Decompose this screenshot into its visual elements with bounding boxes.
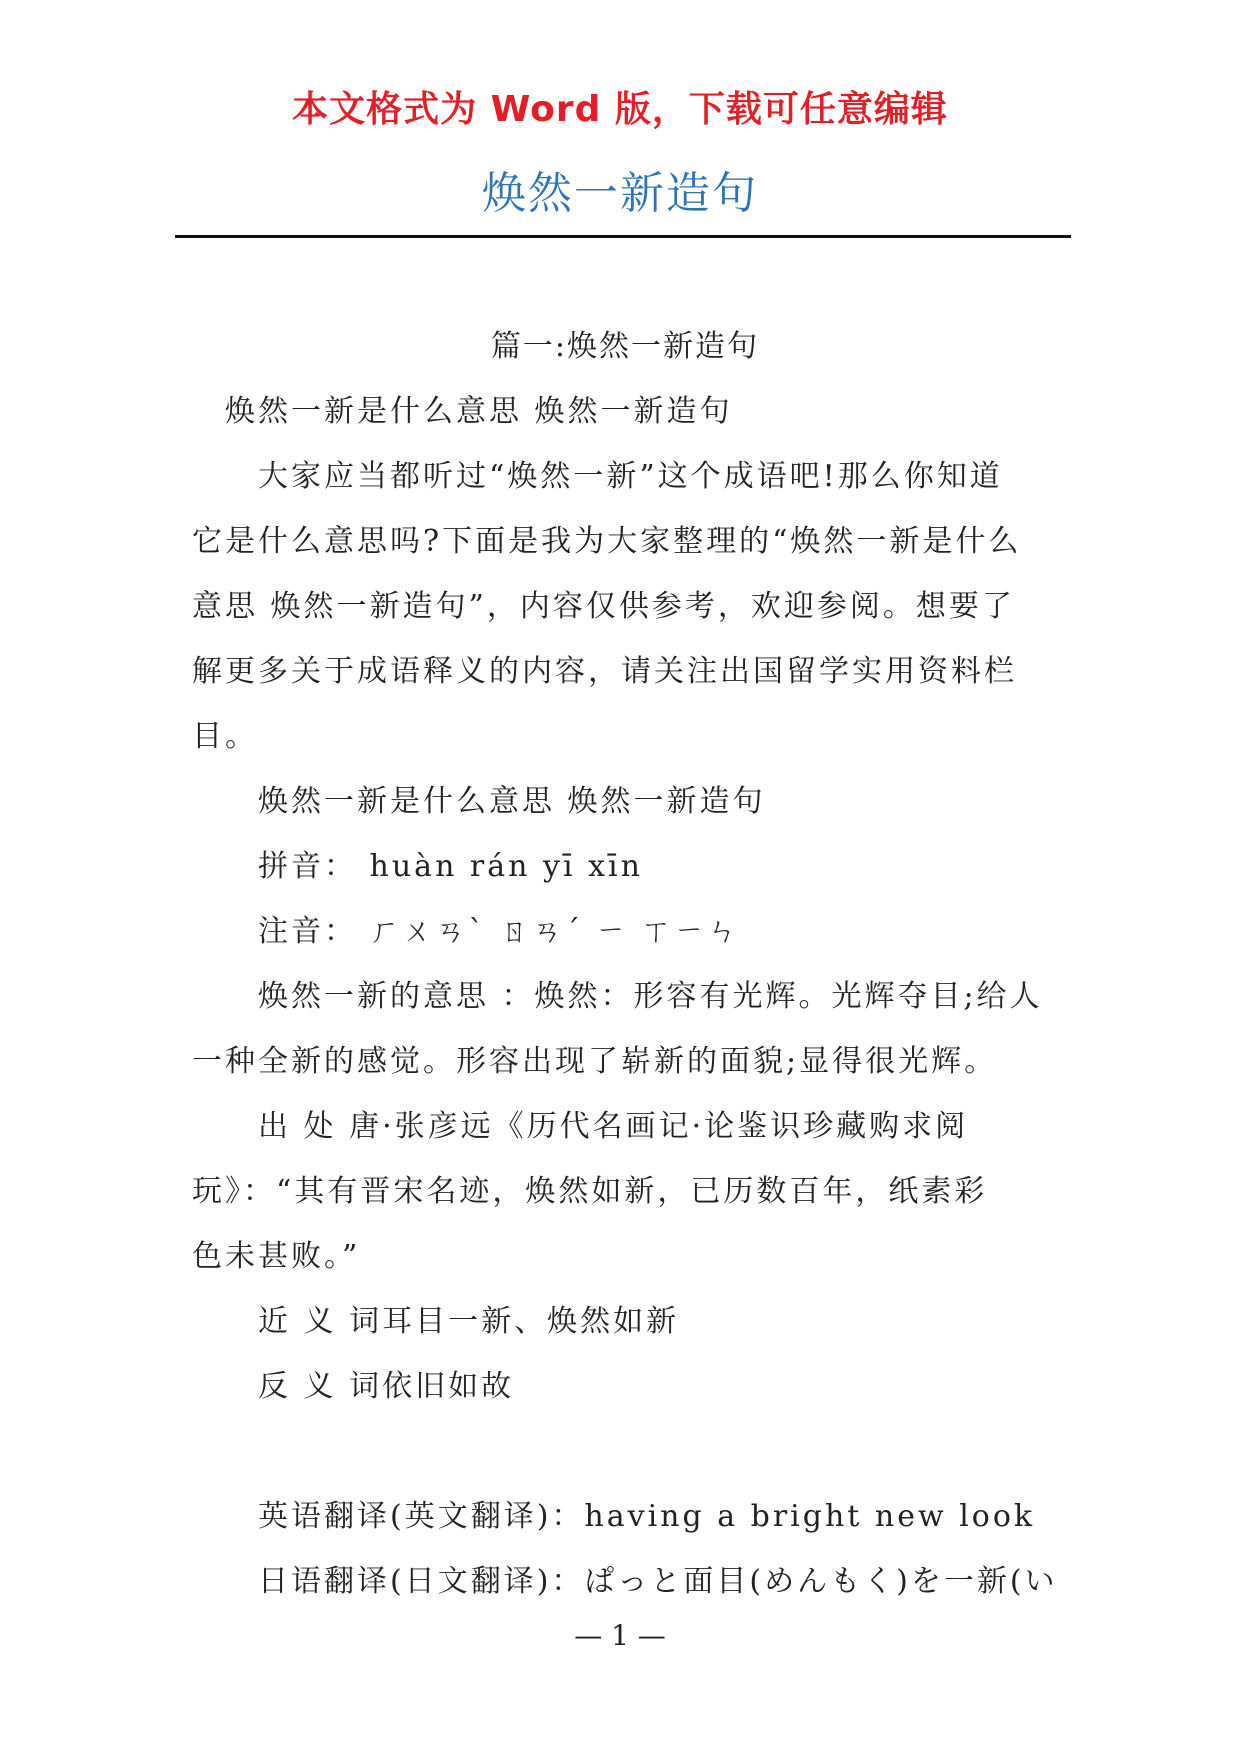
synonym-line: 近 义 词耳目一新、焕然如新 bbox=[258, 1304, 680, 1339]
japanese-translation-line: 日语翻译(日文翻译)：ぱっと面目(めんもく)を一新(い bbox=[258, 1564, 1058, 1599]
source-line: 出 处 唐·张彦远《历代名画记·论鉴识珍藏购求阅 bbox=[258, 1109, 969, 1144]
document-body bbox=[192, 314, 1058, 1614]
english-translation-line: 英语翻译(英文翻译)：having a bright new look bbox=[258, 1499, 1036, 1534]
document-title: 焕然一新造句 bbox=[482, 168, 758, 219]
paragraph-line: 目。 bbox=[192, 719, 258, 754]
meaning-line: 焕然一新的意思 ：焕然：形容有光辉。光辉夺目;给人 bbox=[258, 979, 1043, 1014]
pinyin-line: 拼音： huàn rán yī xīn bbox=[258, 849, 643, 884]
zhuyin-line: 注音： ㄏㄨㄢˋ ㄖㄢˊ ㄧ ㄒㄧㄣ bbox=[258, 914, 741, 949]
page-number: — 1 — bbox=[574, 1619, 666, 1652]
article-heading: 焕然一新是什么意思 焕然一新造句 bbox=[225, 394, 733, 429]
subheading: 焕然一新是什么意思 焕然一新造句 bbox=[258, 784, 766, 819]
meaning-line: 一种全新的感觉。形容出现了崭新的面貌;显得很光辉。 bbox=[192, 1044, 998, 1079]
paragraph-line: 意思 焕然一新造句”，内容仅供参考，欢迎参阅。想要了 bbox=[192, 589, 1015, 624]
title-divider bbox=[175, 235, 1071, 238]
blank-line bbox=[192, 1419, 1058, 1484]
paragraph-line: 解更多关于成语释义的内容，请关注出国留学实用资料栏 bbox=[192, 654, 1017, 689]
antonym-line: 反 义 词依旧如故 bbox=[258, 1369, 515, 1404]
paragraph-line: 大家应当都听过“焕然一新”这个成语吧!那么你知道 bbox=[258, 459, 1003, 494]
paragraph-line: 它是什么意思吗?下面是我为大家整理的“焕然一新是什么 bbox=[192, 524, 1022, 559]
source-line: 玩》：“其有晋宋名迹，焕然如新，已历数百年，纸素彩 bbox=[192, 1174, 988, 1209]
format-banner: 本文格式为 Word 版，下载可任意编辑 bbox=[292, 89, 948, 130]
source-line: 色未甚败。” bbox=[192, 1239, 361, 1274]
section-heading: 篇一:焕然一新造句 bbox=[490, 329, 760, 364]
